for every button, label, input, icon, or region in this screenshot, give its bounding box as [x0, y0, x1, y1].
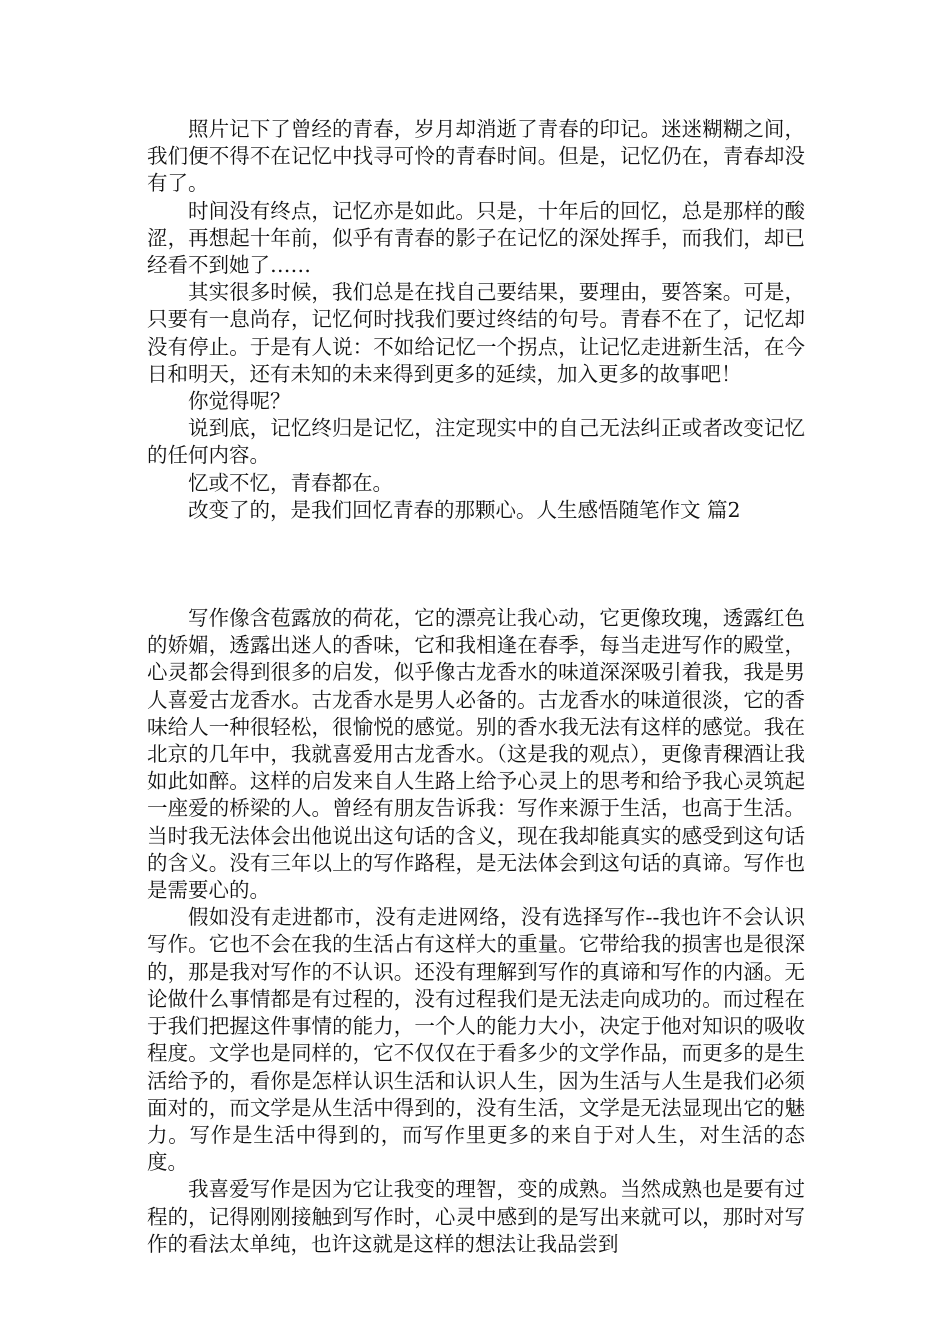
paragraph: 其实很多时候，我们总是在找自己要结果，要理由，要答案。可是，只要有一息尚存，记忆何时找我们要过终结的句号。青春不在了，记忆却没有停止。于是有人说：不如给记忆一个拐点，让记忆走进新生活，在今日和明天，还有未知的未来得到更多的延续，加入更多的故事吧！ — [147, 280, 805, 386]
document-page — [147, 116, 805, 1258]
section-gap — [147, 524, 805, 605]
paragraph: 时间没有终点，记忆亦是如此。只是，十年后的回忆，总是那样的酸涩，再想起十年前，似乎有青春的影子在记忆的深处挥手，而我们，却已经看不到她了…… — [147, 198, 805, 278]
paragraph: 假如没有走进都市，没有走进网络，没有选择写作--我也许不会认识写作。它也不会在我的生活占有这样大的重量。它带给我的损害也是很深的，那是我对写作的不认识。还没有理解到写作的真谛和写作的内涵。无论做什么事情都是有过程的，没有过程我们是无法走向成功的。而过程在于我们把握这件事情的能力，一个人的能力大小，决定于他对知识的吸收程度。文学也是同样的，它不仅仅在于看多少的文学作品，而更多的是生活给予的，看你是怎样认识生活和认识人生，因为生活与人生是我们必须面对的，而文学是从生活中得到的，没有生活，文学是无法显现出它的魅力。写作是生活中得到的，而写作里更多的来自于对人生，对生活的态度。 — [147, 905, 805, 1175]
paragraph: 写作像含苞露放的荷花，它的漂亮让我心动，它更像玫瑰，透露红色的娇媚，透露出迷人的香味，它和我相逢在春季，每当走进写作的殿堂，心灵都会得到很多的启发，似乎像古龙香水的味道深深吸引着我，我是男人喜爱古龙香水。古龙香水是男人必备的。古龙香水的味道很淡，它的香味给人一种很轻松，很愉悦的感觉。别的香水我无法有这样的感觉。我在北京的几年中，我就喜爱用古龙香水。（这是我的观点），更像青稞酒让我如此如醉。这样的启发来自人生路上给予心灵上的思考和给予我心灵筑起一座爱的桥梁的人。曾经有朋友告诉我：写作来源于生活，也高于生活。当时我无法体会出他说出这句话的含义，现在我却能真实的感受到这句话的含义。没有三年以上的写作路程，是无法体会到这句话的真谛。写作也是需要心的。 — [147, 606, 805, 903]
paragraph: 忆或不忆，青春都在。 — [188, 470, 393, 495]
paragraph: 你觉得呢？ — [188, 389, 291, 414]
paragraph: 我喜爱写作是因为它让我变的理智，变的成熟。当然成熟也是要有过程的，记得刚刚接触到写作时，心灵中感到的是写出来就可以，那时对写作的看法太单纯，也许这就是这样的想法让我品尝到 — [147, 1177, 805, 1256]
paragraph: 改变了的，是我们回忆青春的那颗心。人生感悟随笔作文 篇2 — [188, 497, 741, 522]
paragraph: 照片记下了曾经的青春，岁月却消逝了青春的印记。迷迷糊糊之间，我们便不得不在记忆中找寻可怜的青春时间。但是，记忆仍在，青春却没有了。 — [147, 117, 805, 196]
paragraph: 说到底，记忆终归是记忆，注定现实中的自己无法纠正或者改变记忆的任何内容。 — [147, 416, 805, 468]
